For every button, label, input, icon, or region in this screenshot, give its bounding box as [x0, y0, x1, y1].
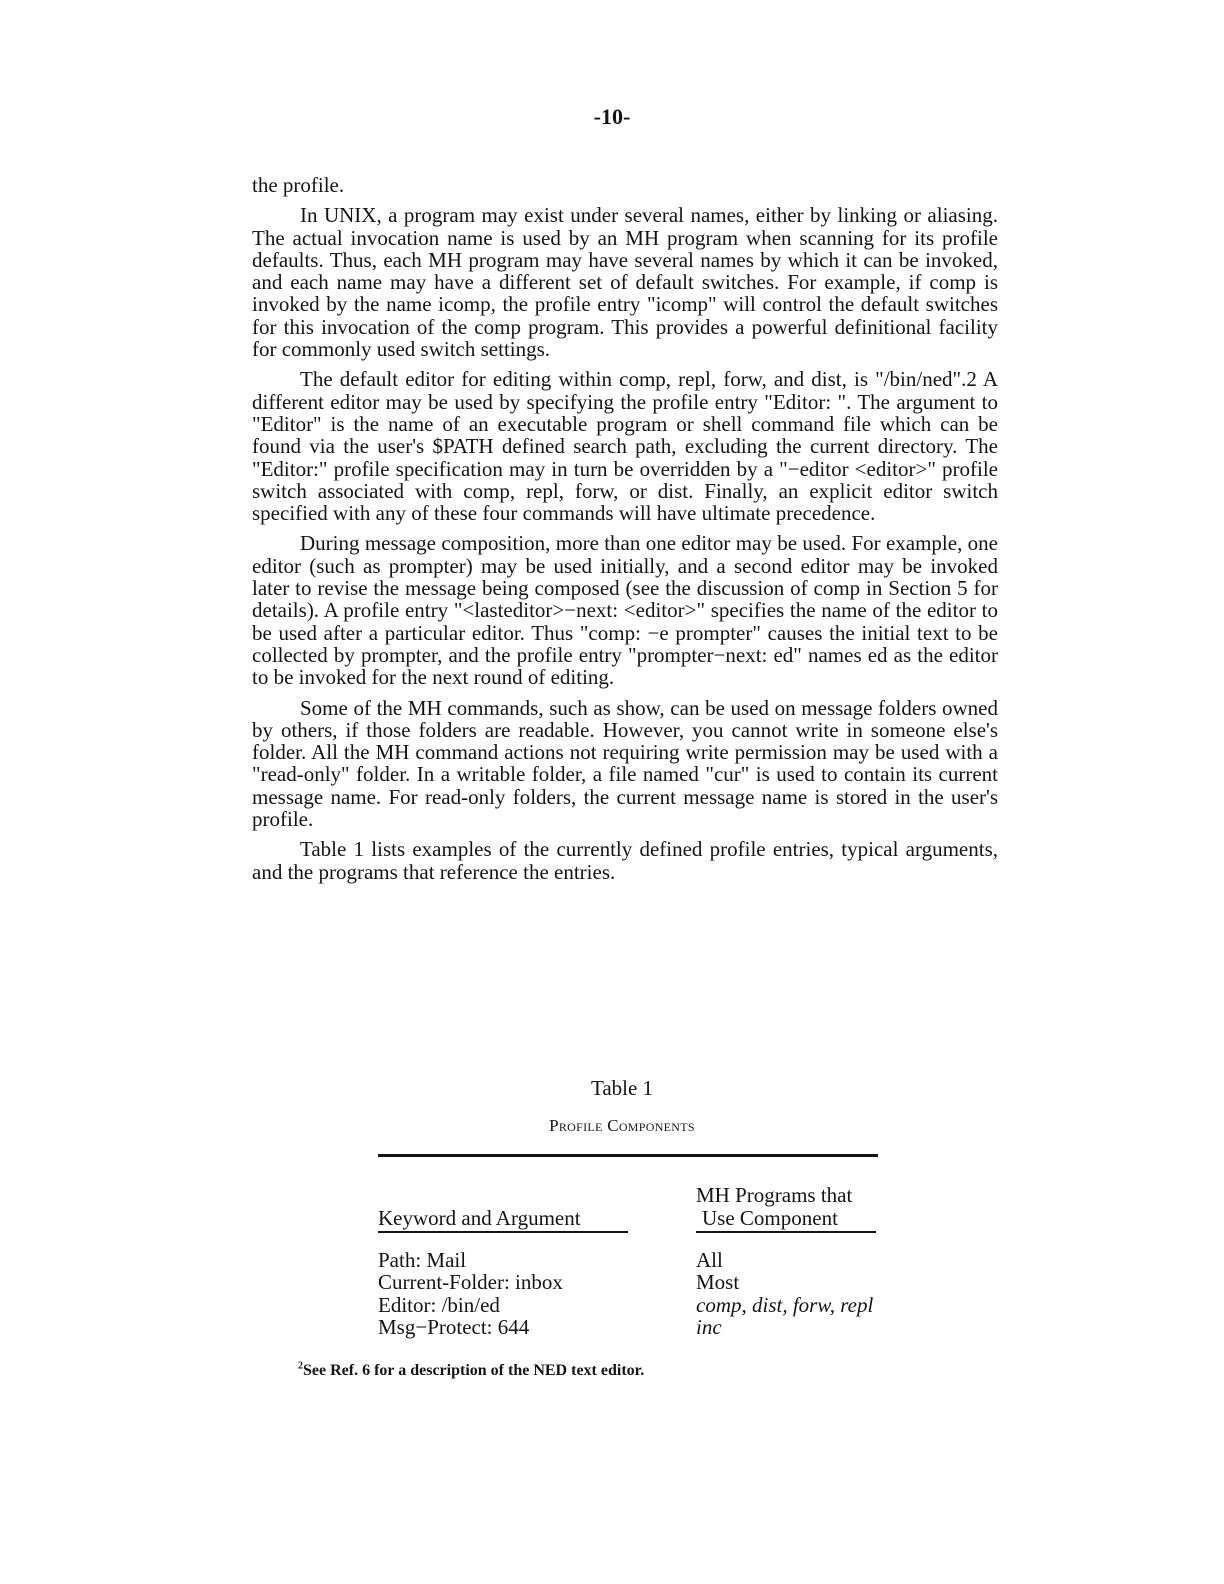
- footnote-marker: 2: [298, 1360, 303, 1372]
- table-row: [378, 1271, 878, 1293]
- cell-keyword: Current-Folder: inbox: [378, 1270, 563, 1295]
- cell-programs: Most: [696, 1270, 740, 1295]
- table-body: [378, 1249, 878, 1339]
- cell-programs: comp, dist, forw, repl: [696, 1292, 874, 1317]
- paragraph-readonly-folders: Some of the MH commands, such as show, can be used on message folders owned by others, if those folders are readable. However, you cannot write in someone else's folder. All the MH command actions not requiring write permission may be used with a "read-only" folder. In a writable folder, a file named "cur" is used to contain its current message name. For read-only folders, the current message name is stored in the user's profile.: [252, 695, 998, 832]
- profile-components-table: [378, 1154, 878, 1339]
- table-header: [378, 1157, 878, 1233]
- table-subcaption-text: Profile Components: [549, 1116, 695, 1135]
- header-programs-line1: MH Programs that: [696, 1183, 853, 1208]
- table-row: [378, 1249, 878, 1271]
- paragraph-default-editor: [252, 368, 998, 524]
- cell-keyword: Msg−Protect: 644: [378, 1315, 530, 1340]
- footnote: [298, 1362, 998, 1380]
- footnote-text: See Ref. 6 for a description of the NED text editor.: [303, 1362, 645, 1379]
- paragraph-continuation: the profile.: [252, 173, 345, 197]
- cell-programs: All: [696, 1248, 723, 1272]
- header-programs-line2: Use Component: [702, 1205, 838, 1230]
- cell-keyword: Editor: /bin/ed: [378, 1292, 500, 1317]
- paragraph-default-editor-text: The default editor for editing within comp, repl, forw, and dist, is "/bin/ned".2 A different editor may be used by specifying the profile entry "Editor: ". The argument to "Editor" is the name of an executable program or shell command file which can be found via the user's $PATH defined search path, excluding the current directory. The "Editor:" profile specification may in turn be overridden by a "−editor <editor>" profile switch associated with comp, repl, forw, or dist. Finally, an explicit editor switch specified with any of these four commands will have ultimate precedence.: [252, 367, 998, 526]
- cell-programs: inc: [696, 1315, 722, 1340]
- paragraph-program-names: In UNIX, a program may exist under several names, either by linking or aliasing. The actual invocation name is used by an MH program when scanning for its profile defaults. Thus, each MH program may have several names by which it can be invoked, and each name may have a different set of default switches. For example, if comp is invoked by the name icomp, the profile entry "icomp" will control the default switches for this invocation of the comp program. This provides a powerful definitional facility for commonly used switch settings.: [252, 203, 998, 362]
- table-subcaption: [0, 1116, 1224, 1136]
- table-row: [378, 1294, 878, 1316]
- header-programs: [696, 1184, 876, 1233]
- paragraph-message-composition: During message composition, more than one editor may be used. For example, one editor (such as prompter) may be used initially, and a second editor may be invoked later to revise the message being composed (see the discussion of comp in Section 5 for details). A profile entry "<lasteditor>−next: <editor>" specifies the name of the editor to be used after a particular editor. Thus "comp: −e prompter" causes the initial text to be collected by prompter, and the profile entry "prompter−next: ed" names ed as the editor to be invoked for the next round of editing.: [252, 531, 998, 690]
- header-keyword: Keyword and Argument: [378, 1207, 628, 1233]
- table-caption: Table 1: [590, 1076, 654, 1100]
- body-text: [252, 174, 998, 891]
- paragraph-table-intro: Table 1 lists examples of the currently defined profile entries, typical arguments, and the programs that reference the entries.: [252, 837, 998, 884]
- table-row: [378, 1316, 878, 1338]
- page-number: -10-: [593, 104, 631, 129]
- cell-keyword: Path: Mail: [378, 1248, 467, 1272]
